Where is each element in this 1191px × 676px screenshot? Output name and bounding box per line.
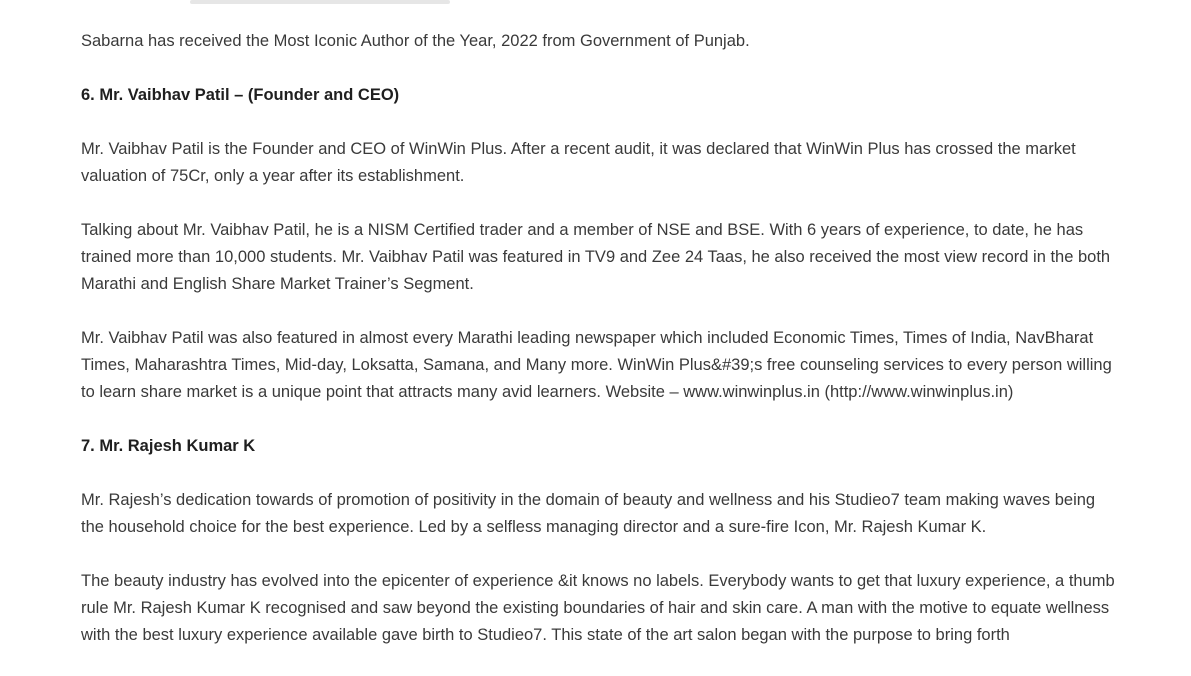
article-body xyxy=(81,0,1121,676)
award-paragraph: Sabarna has received the Most Iconic Author of the Year, 2022 from Government of Punjab. xyxy=(81,32,750,50)
vaibhav-paragraph-2: Talking about Mr. Vaibhav Patil, he is a NISM Certified trader and a member of NSE and BSE. With 6 years of experience, to date, he has trained more than 10,000 students. Mr. Vaibhav Patil was featured in TV9 and Zee 24 Taas, he also received the most view record in the both Marathi and English Share Market Trainer’s Segment. xyxy=(81,221,1111,293)
rajesh-paragraph-2: The beauty industry has evolved into the epicenter of experience &it knows no labels. Everybody wants to get that luxury experience, a thumb rule Mr. Rajesh Kumar K recognised and saw beyond the existing boundaries of hair and skin care. A man with the motive to equate wellness with the best luxury experience available gave birth to Studieo7. This state of the art salon began with the purpose to bring forth xyxy=(81,572,1115,644)
vaibhav-paragraph-3: Mr. Vaibhav Patil was also featured in almost every Marathi leading newspaper which included Economic Times, Times of India, NavBharat Times, Maharashtra Times, Mid-day, Loksatta, Samana, and Many more. WinWin Plus&#39;s free counseling services to every person willing to learn share market is a unique point that attracts many avid learners. Website – www.winwinplus.in (http://www.winwinplus.in) xyxy=(81,329,1112,401)
section-heading-vaibhav-patil: 6. Mr. Vaibhav Patil – (Founder and CEO) xyxy=(81,86,400,104)
rajesh-paragraph-1: Mr. Rajesh’s dedication towards of promotion of positivity in the domain of beauty and wellness and his Studieo7 team making waves being the household choice for the best experience. Led by a selfless managing director and a sure-fire Icon, Mr. Rajesh Kumar K. xyxy=(81,491,1096,536)
vaibhav-paragraph-1: Mr. Vaibhav Patil is the Founder and CEO of WinWin Plus. After a recent audit, it was declared that WinWin Plus has crossed the market valuation of 75Cr, only a year after its establishment. xyxy=(81,140,1076,185)
section-heading-rajesh-kumar: 7. Mr. Rajesh Kumar K xyxy=(81,437,256,455)
